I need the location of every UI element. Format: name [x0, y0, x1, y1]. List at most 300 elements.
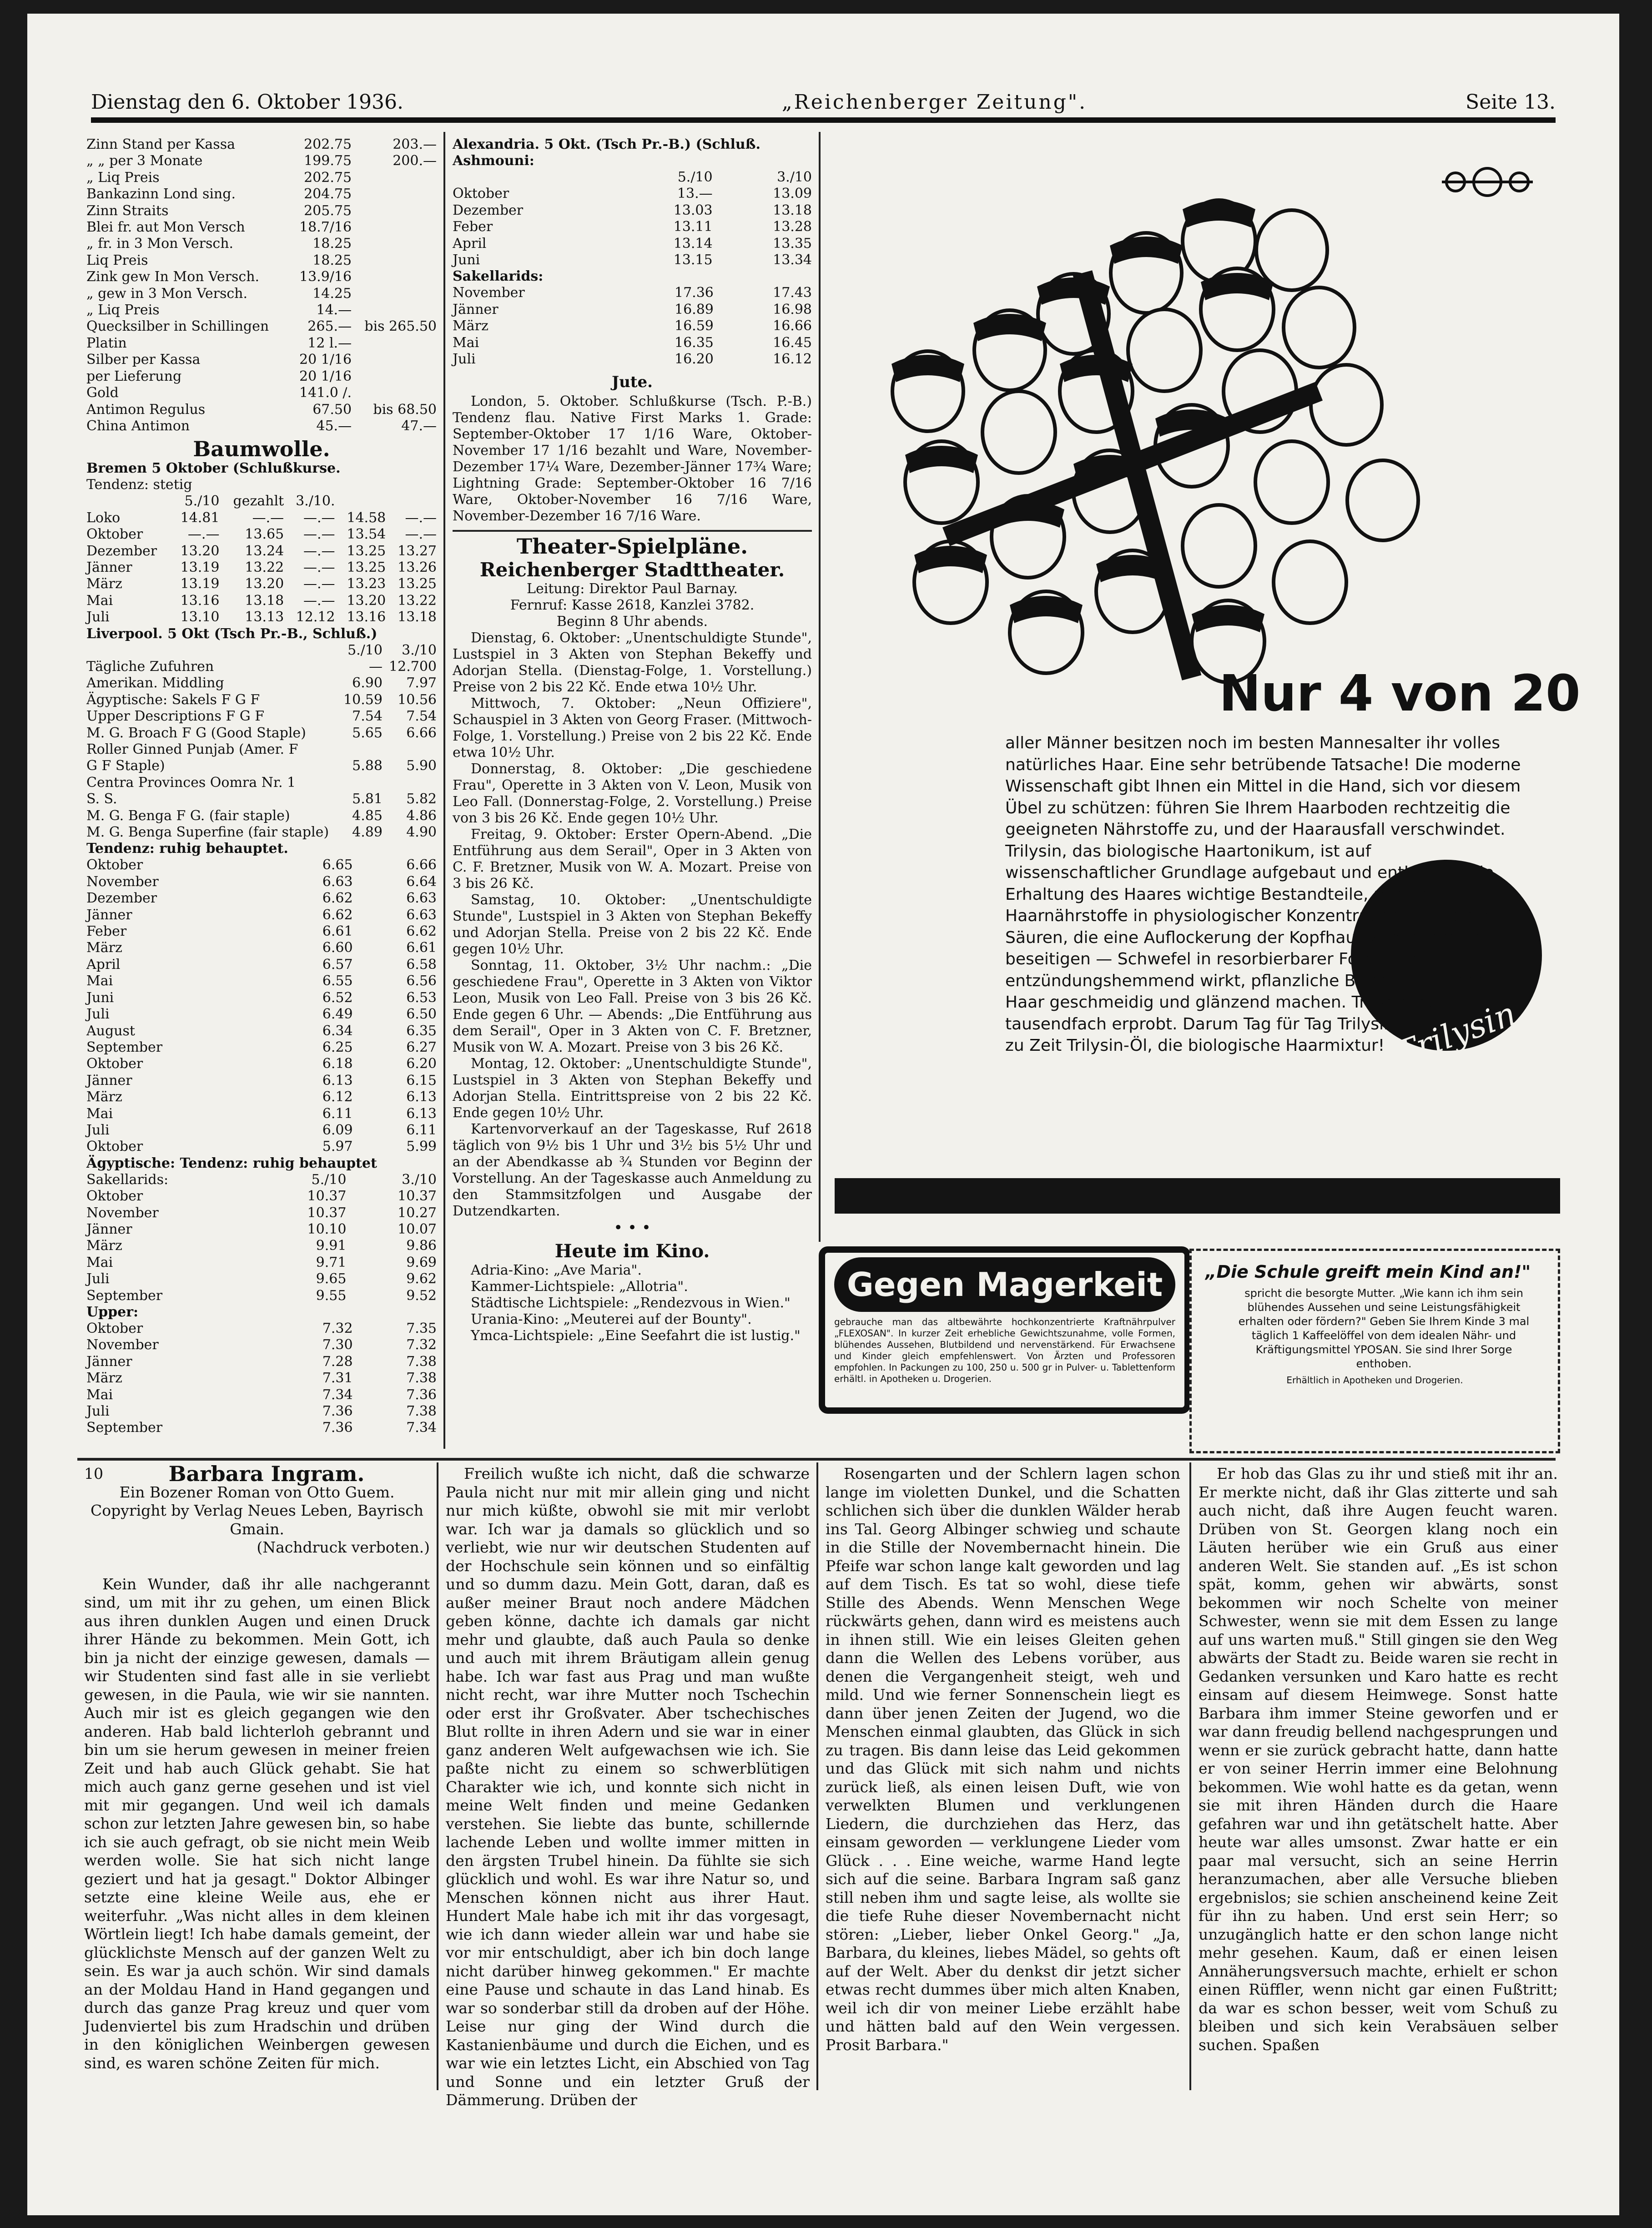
- row-value: 16.12: [773, 351, 812, 368]
- row-value: —.—: [303, 592, 335, 609]
- table-row: [86, 758, 437, 774]
- cotton-upper: Upper:: [86, 1304, 139, 1320]
- row-label: März: [86, 576, 122, 592]
- ad-black-bar: [835, 1178, 1560, 1214]
- yposan-text: spricht die besorgte Mutter. „Wie kann ich ihm sein blühendes Aussehen und seine Leistungsfähigkeit erhalten oder fördern?" Geben Sie Ihrem Kinde 3 mal täglich 1 Kaffeelöffel von dem idealen Nähr- und Kräftigungsmittel YPOSAN. Sie sind Ihrer Sorge enthoben.: [1238, 1287, 1530, 1370]
- row-value: 6.13: [322, 1072, 353, 1089]
- row-label: Juni: [86, 989, 114, 1006]
- story-copyright: Copyright by Verlag Neues Leben, Bayrisch Gmain.: [90, 1502, 424, 1538]
- row-label: „ „ per 3 Monate: [86, 153, 203, 169]
- header-page: Seite 13.: [1466, 91, 1556, 114]
- row-value: 13.65: [245, 526, 284, 543]
- row-value: 13.54: [347, 526, 386, 543]
- table-header: Sakellarids: 5./10 3./10: [86, 1171, 437, 1188]
- row-value: 7.32: [322, 1321, 353, 1336]
- table-row: [86, 1122, 437, 1139]
- table-row: [86, 593, 437, 609]
- row-label: Oktober: [86, 857, 143, 873]
- column-divider: [819, 132, 821, 1242]
- table-row: [86, 1288, 437, 1304]
- row-value: 9.55: [316, 1287, 347, 1304]
- kino-entries: [453, 1262, 812, 1344]
- liverpool-head: Liverpool. 5 Okt (Tsch Pr.-B., Schluß.): [86, 625, 378, 642]
- row-value: 9.69: [406, 1254, 437, 1270]
- row-value: 6.63: [406, 907, 437, 923]
- upper-table: [86, 1321, 437, 1437]
- row-value: 6.13: [406, 1089, 437, 1105]
- table-row: [86, 1056, 437, 1072]
- row-value: 10.10: [307, 1221, 347, 1237]
- row-value: 202.75: [304, 169, 352, 186]
- row-value: [352, 335, 437, 352]
- table-row: [86, 874, 437, 890]
- row-value: 6.61: [406, 940, 437, 956]
- row-value: 17.36: [675, 285, 714, 301]
- table-row: [86, 368, 437, 385]
- theater-house: Reichenberger Stadttheater.: [479, 559, 785, 581]
- table-row: [453, 186, 812, 202]
- row-value: 9.62: [406, 1271, 437, 1287]
- row-value: 20 1/16: [299, 352, 352, 368]
- table-row: [453, 202, 812, 219]
- table-row: [453, 351, 812, 368]
- row-value: 7.38: [406, 1403, 437, 1420]
- row-label: Oktober: [86, 1139, 143, 1155]
- row-value: [352, 203, 437, 219]
- row-label: Quecksilber in Schillingen: [86, 318, 269, 335]
- row-label: per Lieferung: [86, 368, 182, 384]
- table-row: [86, 352, 437, 368]
- row-label: Zink gew In Mon Versch.: [86, 269, 260, 285]
- row-value: 6.64: [406, 873, 437, 890]
- row-label: Centra Provinces Oomra Nr. 1: [86, 774, 296, 791]
- row-value: bis 265.50: [364, 318, 437, 335]
- row-value: [352, 186, 437, 202]
- row-label: Juli: [86, 1006, 110, 1023]
- row-label: Platin: [86, 335, 127, 351]
- row-value: 265.—: [307, 318, 352, 335]
- row-value: 6.66: [406, 725, 437, 741]
- row-value: 7.31: [322, 1370, 353, 1386]
- row-value: 13.9/16: [299, 269, 352, 285]
- list-item: Kammer-Lichtspiele: „Allotria".: [471, 1279, 688, 1295]
- table-row: [86, 543, 437, 560]
- table-row: [86, 1039, 437, 1056]
- alex-sakel: Sakellarids:: [453, 268, 544, 285]
- table-row: [86, 203, 437, 219]
- cotton-tendency2: Tendenz: ruhig behauptet.: [86, 841, 288, 857]
- list-item: Dienstag, 6. Oktober: „Unentschuldigte Stunde", Lustspiel in 3 Akten von Stephan Bekeffy und Adorjan Stella. (Dienstag-Folge, 1. Vorstellung.) Preise von 2 bis 22 Kč. Ende etwa 10½ Uhr.: [453, 630, 812, 696]
- row-label: Juli: [86, 1403, 110, 1420]
- row-value: 7.36: [322, 1420, 353, 1436]
- row-value: 6.15: [406, 1072, 437, 1089]
- row-label: Antimon Regulus: [86, 401, 206, 418]
- row-value: 13.22: [245, 559, 284, 575]
- row-value: 7.54: [406, 708, 437, 725]
- story-text-1: Kein Wunder, daß ihr alle nachgerannt sind, um mit ihr zu gehen, um einen Blick aus ihren dunklen Augen und einen Druck ihrer Hände zu bekommen. Mein Gott, ich bin ja nicht der einzige gewesen, damals — wir Studenten sind fast alle in sie verliebt gewesen, in die Paula, wie wir sie nannten. Auch mir ist es gleich gegangen wie den anderen. Hab bald lichterloh gebrannt und bin um sie herum gewesen in meiner freien Zeit und hab auch Glück gehabt. Sie hat mich auch ganz gerne gesehen und ist viel mit mir gegangen. Und weil ich damals schon zur letzten Jahre gewesen bin, so habe ich sie auch gefragt, ob sie nicht mein Weib werden wolle. Sie hat sich nicht lange geziert und hat ja gesagt." Doktor Albinger setzte eine kleine Weile aus, ehe er weiterfuhr. „Was nicht alles in dem kleinen Wörtlein liegt! Ich habe damals gemeint, der glücklichste Mensch auf der ganzen Welt zu sein. Es war ja auch schön. Wir sind damals an der Moldau Hand in Hand gegangen und durch das ganze Prag kreuz und quer vom Judenviertel bis zum Hradschin und drüben in den königlichen Weinbergen gewesen sind, es waren schöne Zeiten für mich.: [84, 1575, 430, 2072]
- row-value: 6.61: [322, 923, 353, 940]
- row-value: 18.25: [312, 236, 352, 252]
- row-value: 6.49: [322, 1006, 353, 1023]
- row-label: September: [86, 1039, 163, 1055]
- list-item: Samstag, 10. Oktober: „Unentschuldigte Stunde", Lustspiel in 3 Akten von Stephan Bekeffy und Adorjan Stella. Preise von 2 bis 22 Kč. Ende gegen 10½ Uhr.: [453, 892, 812, 958]
- row-value: 13.15: [673, 252, 713, 268]
- row-value: [383, 775, 437, 791]
- table-row: [86, 1403, 437, 1420]
- row-value: 6.65: [322, 857, 353, 873]
- table-row: [86, 418, 437, 434]
- row-value: —.—: [405, 509, 437, 526]
- row-value: 16.89: [675, 301, 714, 318]
- theater-lead: Leitung: Direktor Paul Barnay.: [527, 581, 738, 597]
- table-row: [86, 252, 437, 269]
- table-row: [86, 1089, 437, 1105]
- row-label: März: [453, 318, 489, 334]
- row-value: 13.25: [347, 559, 386, 575]
- row-value: 6.25: [322, 1039, 353, 1055]
- row-value: —.—: [405, 526, 437, 543]
- story-number: 10: [84, 1465, 103, 1482]
- row-value: 6.34: [322, 1023, 353, 1039]
- table-row: [86, 302, 437, 318]
- row-label: Silber per Kassa: [86, 352, 201, 368]
- row-label: Feber: [453, 219, 493, 235]
- column-divider: [443, 132, 445, 1449]
- table-row: [86, 1221, 437, 1238]
- row-value: 13.25: [398, 576, 437, 592]
- alex-ashm: Ashmouni:: [453, 153, 534, 169]
- table-row: [453, 252, 812, 268]
- row-value: [352, 252, 437, 269]
- table-header: 5./10 gezahlt 3./10.: [184, 493, 335, 509]
- jute-title: Jute.: [612, 373, 653, 392]
- row-value: 14.81: [180, 509, 220, 526]
- row-value: 6.53: [406, 989, 437, 1006]
- row-value: 13.27: [398, 543, 437, 559]
- row-label: Bankazinn Lond sing.: [86, 186, 236, 202]
- row-value: 4.90: [406, 824, 437, 841]
- row-value: 5.82: [406, 791, 437, 807]
- row-value: 10.37: [307, 1188, 347, 1205]
- row-label: Mai: [86, 1254, 113, 1270]
- row-value: —.—: [303, 543, 335, 559]
- row-label: China Antimon: [86, 418, 190, 434]
- table-row: [453, 285, 812, 301]
- months-table: [86, 857, 437, 1155]
- row-value: 9.86: [406, 1238, 437, 1254]
- row-value: 9.52: [406, 1287, 437, 1304]
- row-value: 6.58: [406, 956, 437, 973]
- table-row: [86, 907, 437, 923]
- row-label: September: [86, 1420, 163, 1436]
- row-value: [352, 302, 437, 318]
- row-value: 16.20: [675, 351, 714, 368]
- column-divider: [816, 1462, 818, 2090]
- row-label: „ gew in 3 Mon Versch.: [86, 285, 248, 302]
- row-value: 45.—: [316, 418, 352, 434]
- row-value: 13.26: [398, 559, 437, 575]
- row-value: [352, 170, 437, 186]
- list-item: Adria-Kino: „Ave Maria".: [471, 1262, 642, 1279]
- divider: [453, 530, 812, 532]
- table-row: [86, 170, 437, 186]
- row-label: Oktober: [453, 186, 509, 202]
- bremen-table: [86, 493, 437, 625]
- row-label: April: [453, 235, 487, 252]
- row-value: 7.32: [406, 1337, 437, 1353]
- table-row: [86, 1073, 437, 1089]
- story-col-1: [84, 1462, 430, 2072]
- row-value: 16.98: [773, 301, 812, 318]
- row-label: September: [86, 1287, 163, 1304]
- row-value: 13.16: [180, 592, 220, 609]
- row-value: 4.89: [352, 824, 383, 841]
- story-col-3: [826, 1465, 1180, 2054]
- yposan-title: „Die Schule greift mein Kind an!": [1205, 1262, 1531, 1282]
- table-row: [86, 1321, 437, 1337]
- row-value: 6.62: [322, 890, 353, 907]
- row-label: Juli: [86, 609, 110, 625]
- list-item: Freitag, 9. Oktober: Erster Opern-Abend. „Die Entführung aus dem Serail", Oper in 3 Akten von C. F. Bretzner, Musik von W. A. Mozart. Preise von 3 bis 26 Kč.: [453, 827, 812, 892]
- table-row: [453, 219, 812, 235]
- row-label: Dezember: [86, 543, 157, 559]
- row-value: 204.75: [304, 186, 352, 202]
- table-row: [86, 236, 437, 252]
- table-row: [453, 302, 812, 318]
- row-value: 202.75: [304, 136, 352, 152]
- row-label: Loko: [86, 509, 121, 526]
- row-label: Oktober: [86, 526, 143, 543]
- row-label: Mai: [86, 592, 113, 609]
- row-value: 6.55: [322, 973, 353, 989]
- row-value: 6.12: [322, 1089, 353, 1105]
- table-row: [86, 186, 437, 202]
- alex-sakel-table: [453, 285, 812, 368]
- story-text-4: Er hob das Glas zu ihr und stieß mit ihr an. Er merkte nicht, daß ihr Glas zitterte und sah auch nicht, daß ihre Augen feucht waren. Drüben von St. Georgen klang noch ein Läuten herüber wie ein Gruß aus einer anderen Welt. Sie standen auf. „Es ist schon spät, komm, gehen wir abwärts, sonst bekommen wir noch Schelte von meiner Schwester, wenn sie mit dem Essen zu lange auf uns warten muß." Still gingen sie den Weg abwärts der Stadt zu. Beide waren sie recht in Gedanken versunken und Karo hatte es recht einsam auf diesem Heimwege. Sonst hatte Barbara ihm immer Steine geworfen und er war dann freudig bellend nachgesprungen und wenn er sie zurück gebracht hatte, dann hatte er von seiner Herrin immer eine Belohnung bekommen. Wie wohl hatte es da getan, wenn sie mit ihren Händen durch die Haare gefahren war und ihn getätschelt hatte. Aber heute war alles umsonst. Zwar hatte er ein paar mal versucht, sich an seine Herrin heranzumachen, aber alle Versuche blieben ergebnislos; sie schien anscheinend keine Zeit für ihn zu haben. Und erst sein Herr; so unzugänglich hatte er den schon lange nicht mehr gesehen. Kaum, daß er einen leisen Annäherungsversuch machte, erhielt er schon einen Rüffler, wenn nicht gar einen Fußtritt; da war es schon besser, weit vom Schuß zu bleiben und sich kein Verabsäuen selber suchen. Spaßen: [1199, 1465, 1558, 2054]
- table-row: [86, 973, 437, 989]
- column-divider: [1189, 1462, 1191, 2090]
- row-label: Ägyptische: Sakels F G F: [86, 691, 260, 708]
- table-row: [86, 526, 437, 543]
- row-value: 10.59: [343, 691, 383, 708]
- row-label: „ fr. in 3 Mon Versch.: [86, 236, 234, 252]
- row-value: 6.09: [322, 1122, 353, 1138]
- row-value: 7.38: [406, 1370, 437, 1386]
- row-label: Upper Descriptions F G F: [86, 708, 265, 725]
- row-value: 18.25: [312, 252, 352, 268]
- row-value: bis 68.50: [373, 401, 437, 418]
- row-value: 12 l.—: [307, 335, 352, 351]
- row-value: 7.36: [406, 1386, 437, 1403]
- table-row: [86, 1006, 437, 1023]
- table-row: [86, 940, 437, 956]
- table-row: [86, 692, 437, 708]
- alex-head: Alexandria. 5 Okt. (Tsch Pr.-B.) (Schluß.: [453, 136, 761, 152]
- row-value: 14.—: [316, 302, 352, 318]
- row-value: 13.03: [673, 202, 713, 218]
- row-value: 13.23: [347, 576, 386, 592]
- column-alex-theater: [453, 136, 812, 1344]
- row-value: 7.36: [322, 1403, 353, 1420]
- cotton-tendency: Tendenz: stetig: [86, 477, 192, 493]
- row-label: Juni: [453, 252, 480, 268]
- table-row: [86, 775, 437, 791]
- row-value: 5.88: [352, 758, 383, 774]
- story-noreprint: (Nachdruck verboten.): [257, 1538, 430, 1556]
- table-row: [86, 136, 437, 153]
- trilysin-logo: Trilysin: [1390, 994, 1521, 1073]
- table-row: [86, 510, 437, 526]
- row-value: 5.65: [352, 725, 383, 741]
- story-col-4: [1199, 1465, 1558, 2054]
- table-row: [86, 153, 437, 169]
- list-item: Montag, 12. Oktober: „Unentschuldigte Stunde", Lustspiel in 3 Akten von Stephan Bekeffy und Adorjan Stella. Eintrittspreise von 2 bis 22 Kč. Ende gegen 10½ Uhr.: [453, 1056, 812, 1121]
- row-value: 9.71: [316, 1254, 347, 1270]
- row-value: 141.0 /.: [299, 385, 352, 401]
- story-subtitle: Ein Bozener Roman von Otto Guem.: [119, 1483, 395, 1501]
- row-value: 6.62: [322, 907, 353, 923]
- row-value: 6.27: [406, 1039, 437, 1055]
- table-row: [86, 1188, 437, 1205]
- row-label: Tägliche Zufuhren: [86, 658, 214, 675]
- row-value: 7.97: [406, 675, 437, 691]
- row-value: 12.700: [389, 658, 437, 675]
- row-label: Roller Ginned Punjab (Amer. F: [86, 741, 298, 757]
- row-value: 5.90: [406, 758, 437, 774]
- table-row: [86, 824, 437, 841]
- table-row: [86, 857, 437, 873]
- row-value: 6.62: [406, 923, 437, 940]
- page-header: [91, 77, 1556, 114]
- table-row: [86, 990, 437, 1006]
- theater-title: Theater-Spielpläne.: [516, 534, 748, 559]
- row-value: 10.37: [307, 1205, 347, 1221]
- row-label: S. S.: [86, 791, 117, 807]
- row-value: —.—: [303, 559, 335, 575]
- row-value: 16.59: [675, 318, 714, 334]
- table-row: [86, 219, 437, 236]
- row-label: März: [86, 940, 122, 956]
- row-value: 203.—: [393, 136, 437, 152]
- magerkeit-text: gebrauche man das altbewährte hochkonzentrierte Kraftnährpulver „FLEXOSAN". In kurzer Zeit erhebliche Gewichtszunahme, volle Formen, blühendes Aussehen, Blutbildend und nervenstärkend. Für Erwachsene und Kinder gleich empfehlenswert. Von Ärzten und Professoren empfohlen. In Packungen zu 100, 250 u. 500 gr in Pulver- u. Tablettenform erhältl. in Apotheken u. Drogerien.: [834, 1316, 1175, 1384]
- row-value: 6.18: [322, 1056, 353, 1072]
- row-value: 6.11: [322, 1105, 353, 1122]
- table-row: [86, 609, 437, 625]
- row-value: —.—: [303, 509, 335, 526]
- row-value: 205.75: [304, 202, 352, 219]
- row-value: 6.60: [322, 940, 353, 956]
- table-row: [86, 1023, 437, 1039]
- row-value: 6.50: [406, 1006, 437, 1023]
- alex-table: [453, 169, 812, 268]
- table-row: [453, 318, 812, 334]
- metals-table: [86, 136, 437, 434]
- row-value: 13.13: [245, 609, 284, 625]
- row-value: 13.25: [347, 543, 386, 559]
- row-value: —.—: [303, 576, 335, 592]
- row-label: „ Liq Preis: [86, 169, 160, 186]
- row-label: Oktober: [86, 1188, 143, 1205]
- row-label: August: [86, 1023, 135, 1039]
- row-value: 9.65: [316, 1271, 347, 1287]
- row-value: 4.86: [406, 807, 437, 824]
- table-row: [86, 335, 437, 352]
- table-row: [86, 402, 437, 418]
- row-value: 13.11: [673, 219, 713, 235]
- row-value: 5.99: [406, 1139, 437, 1155]
- yposan-foot: Erhältlich in Apotheken und Drogerien.: [1286, 1375, 1463, 1386]
- row-value: —.—: [303, 526, 335, 543]
- story-title: Barbara Ingram.: [168, 1462, 365, 1486]
- row-label: M. G. Benga Superfine (fair staple): [86, 824, 329, 841]
- story-text-3: Rosengarten und der Schlern lagen schon lange im violetten Dunkel, und die Schatten schlichen sich über die dunklen Wälder herab ins Tal. Georg Albinger schwieg und schaute in die Stille der Novembernacht hinein. Die Pfeife war schon lange kalt geworden und lag auf dem Tisch. Es tat so wohl, diese tiefe Stille des Abends. Wenn Menschen Wege rückwärts gehen, dann wird es meistens auch in ihnen still. Wie ein leises Gleiten gehen dann die Wellen des Lebens vorüber, aus denen die Vergangenheit steigt, weh und mild. Und wie ferner Sonnenschein liegt es dann über jenen Zeiten der Jugend, wo die Menschen einmal glaubten, das Glück in sich zu tragen. Bis dann leise das Leid gekommen und das Glück mit sich nahm und nichts zurück ließ, als einen leisen Duft, wie von verwelkten Blumen und verklungenen Liedern, die durchziehen das Herz, das einsam geworden — verklungene Lieder vom Glück . . . Eine weiche, warme Hand legte sich auf die seine. Barbara Ingram saß ganz still neben ihm und sagte leise, als wollte sie die tiefe Ruhe dieser Novembernacht nicht stören: „Lieber, lieber Onkel Georg." „Ja, Barbara, du kleines, liebes Mädel, so gehts oft auf der Welt. Aber du denkst dir jetzt sicher etwas recht dummes über mich alten Knaben, weil ich dir von meiner Liebe erzählt habe und hätten bald auf den Wein vergessen. Prosit Barbara.": [826, 1465, 1180, 2054]
- row-value: 13.28: [773, 219, 812, 235]
- row-value: 16.35: [675, 334, 714, 351]
- row-value: [352, 286, 437, 302]
- row-label: November: [86, 1337, 159, 1353]
- column-markets: [86, 136, 437, 1437]
- magerkeit-title: Gegen Magerkeit: [834, 1257, 1175, 1312]
- table-row: [86, 808, 437, 824]
- row-value: 7.35: [406, 1321, 437, 1336]
- row-label: November: [453, 285, 525, 301]
- table-row: [86, 1370, 437, 1386]
- row-label: Oktober: [86, 1056, 143, 1072]
- row-value: —: [368, 658, 383, 675]
- row-value: 6.35: [406, 1023, 437, 1039]
- row-value: [383, 741, 437, 758]
- table-row: [86, 659, 437, 675]
- row-label: Jänner: [86, 1221, 132, 1237]
- list-item: Mittwoch, 7. Oktober: „Neun Offiziere", Schauspiel in 3 Akten von Georg Fraser. (Mittwoch-Folge, 1. Vorstellung.) Preise von 2 bis 22 Kč. Ende etwa 10½ Uhr.: [453, 696, 812, 761]
- row-value: [352, 368, 437, 385]
- row-value: 6.52: [322, 989, 353, 1006]
- row-label: M. G. Benga F G. (fair staple): [86, 807, 290, 824]
- row-value: 13.34: [773, 252, 812, 268]
- row-value: 16.45: [773, 334, 812, 351]
- row-value: 16.66: [773, 318, 812, 334]
- row-value: [352, 352, 437, 368]
- row-label: Juli: [86, 1271, 110, 1287]
- row-value: 13.24: [245, 543, 284, 559]
- row-value: 6.63: [406, 890, 437, 907]
- row-value: [352, 236, 437, 252]
- row-value: 13.19: [180, 576, 220, 592]
- row-value: 10.37: [398, 1188, 437, 1205]
- row-value: —.—: [252, 509, 284, 526]
- ornament: • • •: [614, 1219, 651, 1237]
- row-label: November: [86, 1205, 159, 1221]
- row-value: 13.20: [180, 543, 220, 559]
- row-value: 4.85: [352, 807, 383, 824]
- column-divider: [437, 1462, 438, 2090]
- jute-text: London, 5. Oktober. Schlußkurse (Tsch. P.-B.) Tendenz flau. Native First Marks 1. Grade: September-Oktober 17 1/16 Ware, Oktober-November 17 1/16 bezahlt und Ware, November-Dezember 17¼ Ware, Dezember-Jänner 17¾ Ware; Lightning Grade: September-Oktober 16 7/16 Ware, Oktober-November 16 7/16 Ware, November-Dezember 16 7/16 Ware.: [453, 393, 812, 524]
- table-row: [86, 725, 437, 741]
- row-value: 10.56: [398, 691, 437, 708]
- table-row: [453, 335, 812, 351]
- row-value: [352, 269, 437, 285]
- row-value: 200.—: [393, 153, 437, 169]
- story-col-2: [446, 1465, 810, 2110]
- table-row: [86, 269, 437, 285]
- row-label: Zinn Stand per Kassa: [86, 136, 235, 152]
- cotton-egypt: Ägyptische: Tendenz: ruhig behauptet: [86, 1155, 377, 1171]
- row-label: Jänner: [453, 301, 499, 318]
- row-value: 14.58: [347, 509, 386, 526]
- table-row: [86, 1337, 437, 1353]
- kino-title: Heute im Kino.: [554, 1240, 710, 1262]
- table-row: [86, 957, 437, 973]
